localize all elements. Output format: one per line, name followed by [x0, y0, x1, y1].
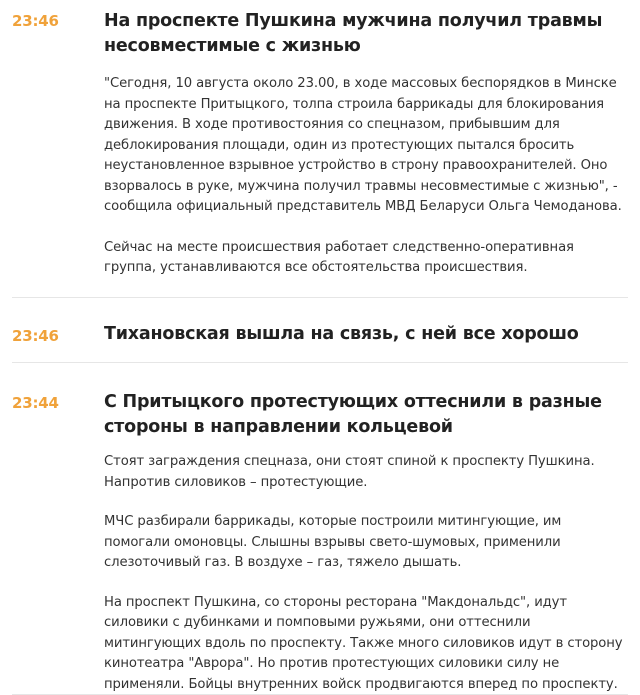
entry-headline[interactable]: Тихановская вышла на связь, с ней все хорошо: [104, 298, 628, 347]
entry-content: [104, 0, 628, 279]
news-entry: [12, 0, 628, 298]
entry-content: [104, 298, 628, 347]
news-entry: [12, 298, 628, 363]
entry-time: 23:46: [12, 327, 59, 345]
entry-time: 23:46: [12, 12, 59, 30]
entry-paragraph: "Сегодня, 10 августа около 23.00, в ходе массовых беспорядков в Минске на проспекте Притыцкого, толпа строила баррикады для блокирования движения. В ходе противостояния со спецназом, прибывшим для деблокирования площади, один из протестующих пытался бросить неустановленное взрывное устройство в строну правоохранителей. Оно взорвалось в руке, мужчина получил травмы несовместимые с жизнью", - сообщила официальный представитель МВД Беларуси Ольга Чемоданова.: [104, 74, 628, 218]
entry-headline[interactable]: На проспекте Пушкина мужчина получил травмы несовместимые с жизнью: [104, 0, 628, 59]
entry-paragraph: Стоят заграждения спецназа, они стоят спиной к проспекту Пушкина. Напротив силовиков – протестующие.: [104, 452, 628, 493]
entry-time: 23:44: [12, 394, 59, 412]
entry-headline[interactable]: С Притыцкого протестующих оттеснили в разные стороны в направлении кольцевой: [104, 363, 628, 440]
news-entry: [12, 363, 628, 695]
entry-paragraph: МЧС разбирали баррикады, которые построили митингующие, им помогали омоновцы. Слышны взрывы свето-шумовых, применили слезоточивый газ. В воздухе – газ, тяжело дышать.: [104, 512, 628, 574]
entry-content: [104, 363, 628, 695]
entry-paragraph: На проспект Пушкина, со стороны ресторана "Макдональдс", идут силовики с дубинками и помповыми ружьями, они оттеснили митингующих вдоль по проспекту. Также много силовиков идут в сторону кинотеатра "Аврора". Но против протестующих силовики силу не применяли. Бойцы внутренних войск продвигаются вперед по проспекту.: [104, 593, 628, 695]
entry-paragraph: Сейчас на месте происшествия работает следственно-оперативная группа, устанавливаются все обстоятельства происшествия.: [104, 238, 628, 279]
